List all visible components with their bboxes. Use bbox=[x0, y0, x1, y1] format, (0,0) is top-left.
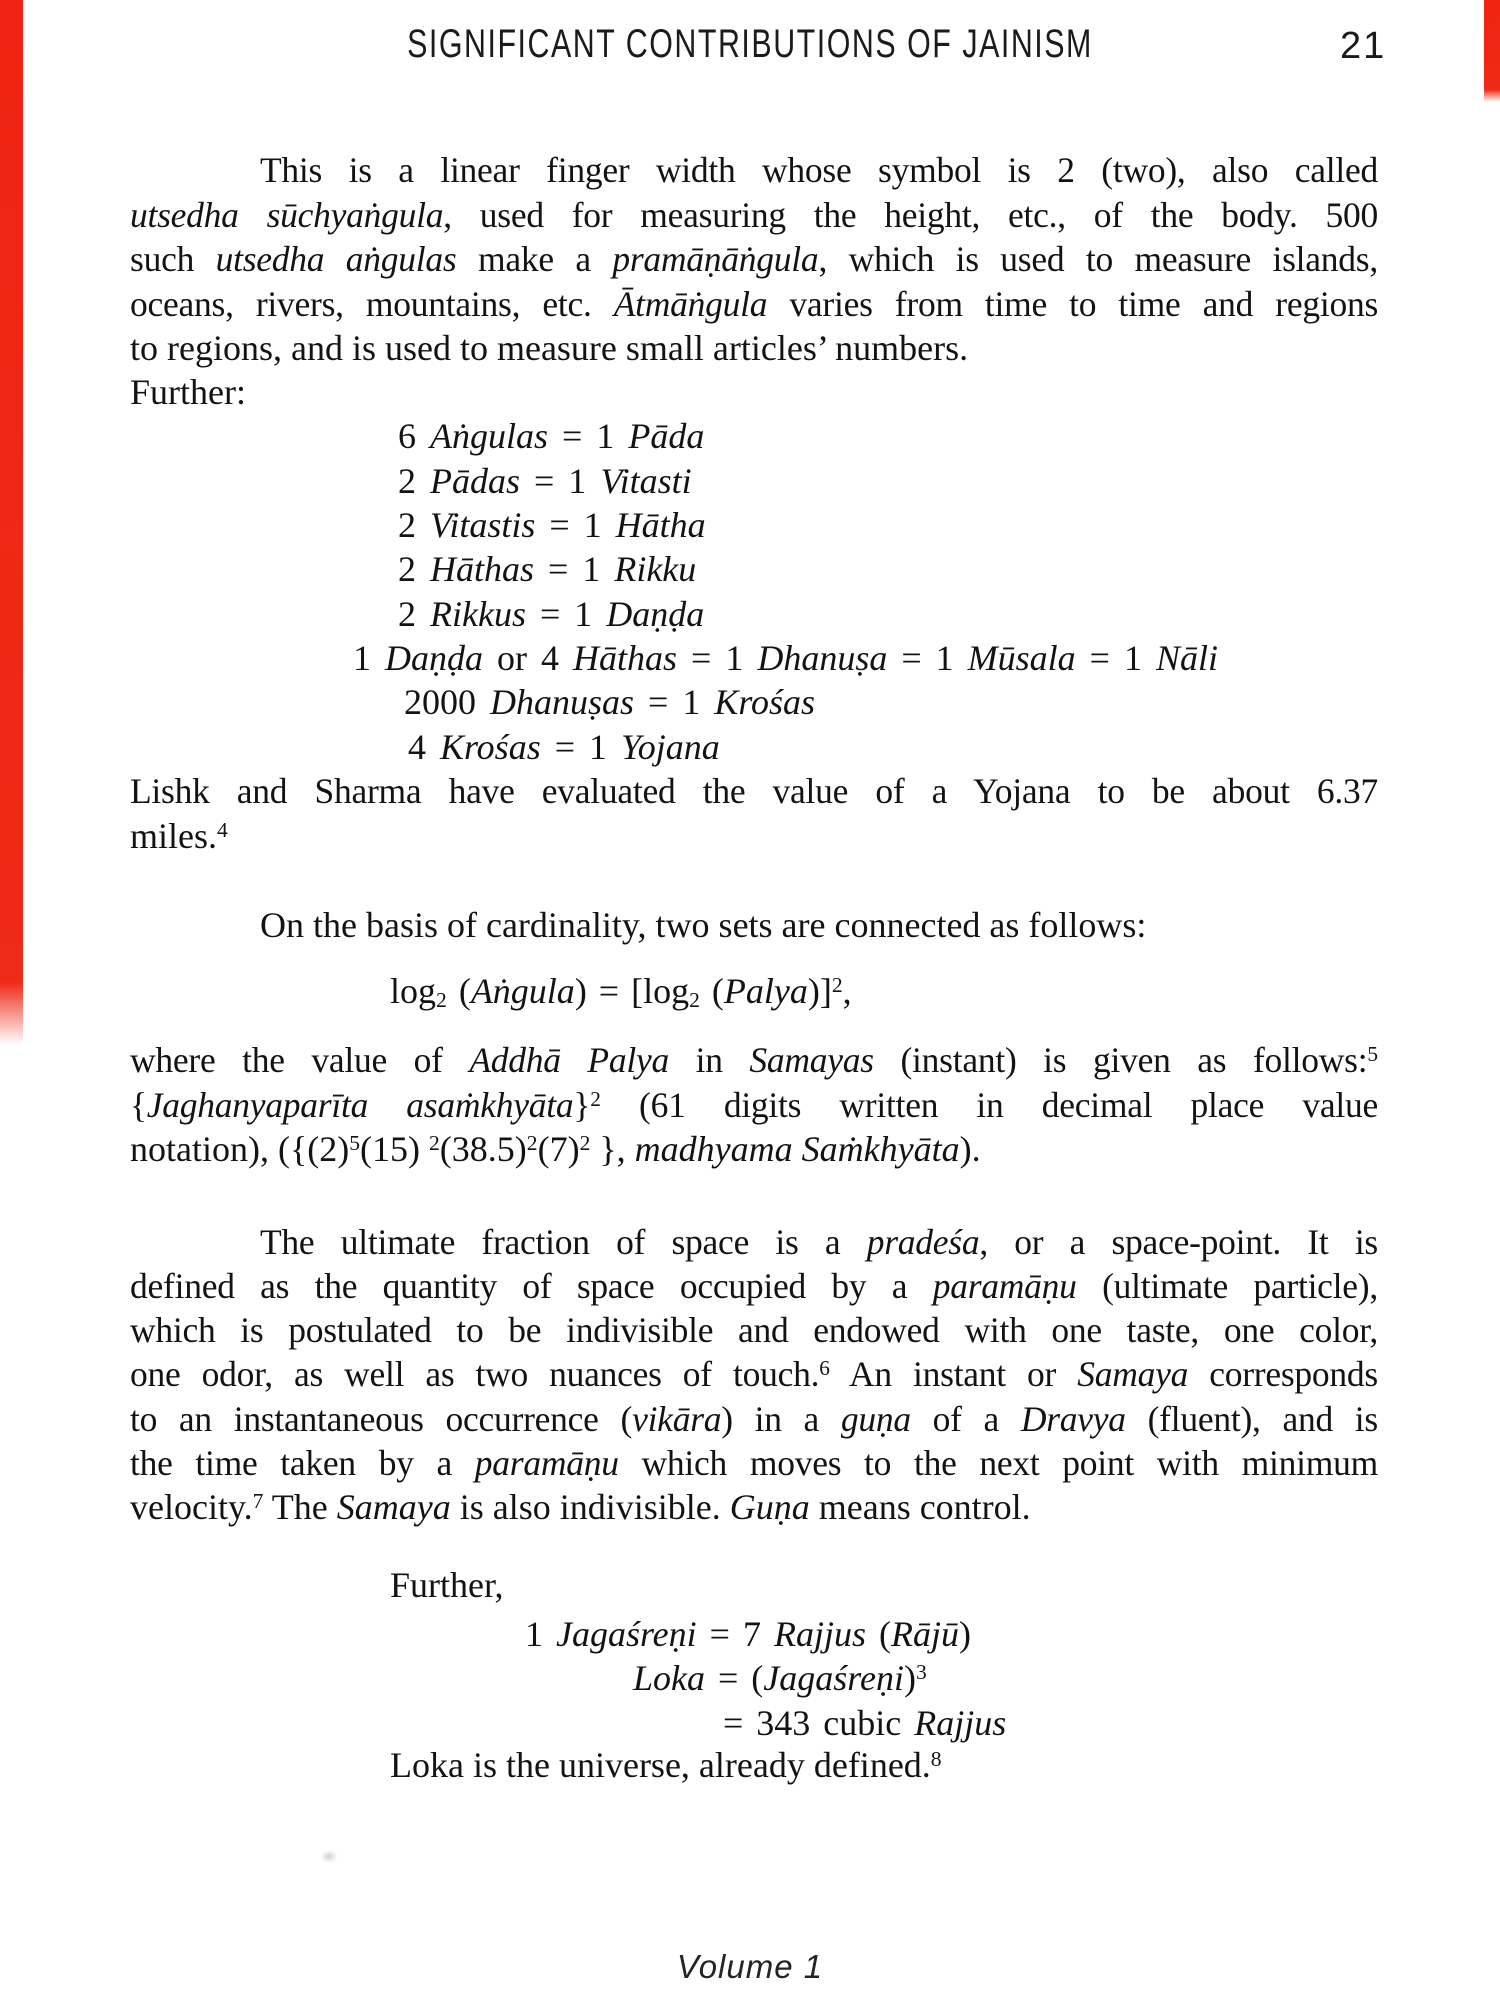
body-line: Loka is the universe, already defined.$^8$ bbox=[390, 1745, 942, 1785]
body-line: defined as the quantity of space occupied by a paramāṇu (ultimate particle), bbox=[130, 1266, 1378, 1306]
body-line: where the value of Addhā Palya in Samayas (instant) is given as follows:$^5$ bbox=[130, 1040, 1378, 1080]
body-line: the time taken by a paramāṇu which moves to the next point with minimum bbox=[130, 1443, 1378, 1483]
conversion-line: 2 Vitastis = 1 Hātha bbox=[398, 505, 706, 545]
further-label: Further: bbox=[130, 372, 246, 412]
body-line: velocity.$^7$ The Samaya is also indivisible. Guṇa means control. bbox=[130, 1487, 1031, 1527]
page-number: 21 bbox=[1340, 25, 1387, 67]
body-line: The ultimate fraction of space is a pradeśa, or a space-point. It is bbox=[260, 1222, 1378, 1262]
scan-edge-left bbox=[0, 0, 23, 1045]
body-line: On the basis of cardinality, two sets are connected as follows: bbox=[260, 905, 1147, 945]
conversion-line: 1 Daṇḍa or 4 Hāthas = 1 Dhanuṣa = 1 Mūsala = 1 Nāli bbox=[353, 638, 1218, 678]
conversion-line: 2000 Dhanuṣas = 1 Krośas bbox=[404, 682, 816, 722]
body-line: which is postulated to be indivisible and endowed with one taste, one color, bbox=[130, 1310, 1378, 1350]
body-line: oceans, rivers, mountains, etc. Ātmāṅgula varies from time to time and regions bbox=[130, 284, 1379, 324]
further-label: Further, bbox=[390, 1565, 504, 1605]
body-line: one odor, as well as two nuances of touch.$^6$ An instant or Samaya corresponds bbox=[130, 1354, 1378, 1394]
footer-volume: Volume 1 bbox=[676, 1948, 824, 1985]
scan-edge-right bbox=[1484, 0, 1500, 102]
conversion-line: 2 Hāthas = 1 Rikku bbox=[398, 549, 697, 589]
body-line: such utsedha aṅgulas make a pramāṇāṅgula, which is used to measure islands, bbox=[130, 239, 1378, 279]
body-line: notation), ({$(2)^5(15)$ $^2(38.5)^2(7)^2$ }, madhyama Saṁkhyāta). bbox=[130, 1129, 981, 1169]
body-line: to an instantaneous occurrence (vikāra) in a guṇa of a Dravya (fluent), and is bbox=[130, 1399, 1378, 1439]
scan-smudge bbox=[320, 1850, 338, 1863]
body-line: to regions, and is used to measure small articles’ numbers. bbox=[130, 328, 969, 368]
conversion-line: 2 Pādas = 1 Vitasti bbox=[398, 461, 692, 501]
conversion-line: 6 Aṅgulas = 1 Pāda bbox=[398, 416, 705, 456]
body-line: Lishk and Sharma have evaluated the value of a Yojana to be about 6.37 bbox=[130, 771, 1378, 811]
equation-line: Loka = (Jagaśreṇi)$^3$ bbox=[633, 1658, 927, 1698]
equation-line: 1 Jagaśreṇi = 7 Rajjus (Rājū) bbox=[525, 1614, 971, 1654]
equation-line: = 343 cubic Rajjus bbox=[723, 1703, 1007, 1743]
body-line: miles.$^4$ bbox=[130, 816, 228, 856]
conversion-line: 4 Krośas = 1 Yojana bbox=[408, 727, 720, 767]
body-line: This is a linear finger width whose symbol is 2 (two), also called bbox=[260, 150, 1378, 190]
page-title: SIGNIFICANT CONTRIBUTIONS OF JAINISM bbox=[407, 22, 1093, 66]
body-line: utsedha sūchyaṅgula, used for measuring the height, etc., of the body. 500 bbox=[130, 195, 1378, 235]
body-line: {Jaghanyaparīta asaṁkhyāta}$^2$ (61 digits written in decimal place value bbox=[130, 1085, 1378, 1125]
formula-line: log2 (Aṅgula) = [log2 (Palya)]$^2$, bbox=[390, 971, 852, 1012]
conversion-line: 2 Rikkus = 1 Daṇḍa bbox=[398, 594, 705, 634]
